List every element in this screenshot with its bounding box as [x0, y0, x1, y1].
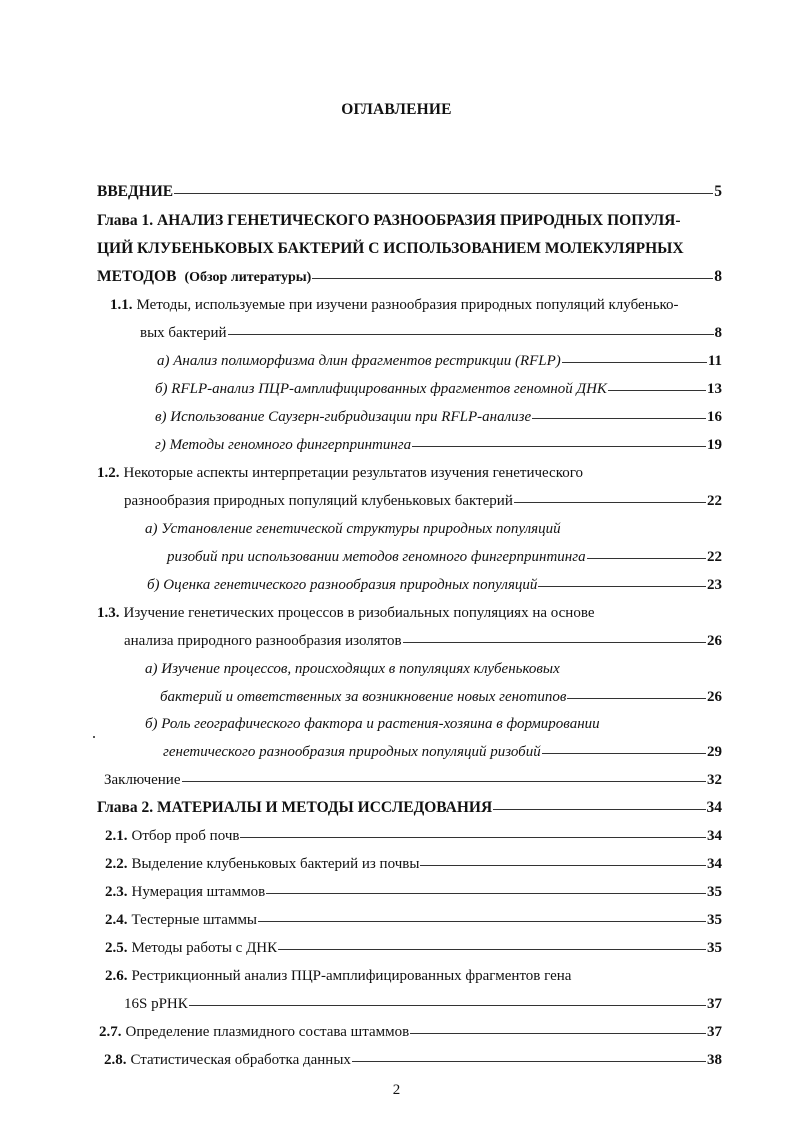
leader-line [189, 1005, 706, 1006]
entry-label: а) Изучение процессов, происходящих в популяциях клубеньковых [145, 661, 560, 677]
page-ref: 34 [707, 828, 722, 844]
entry-label: Глава 1. АНАЛИЗ ГЕНЕТИЧЕСКОГО РАЗНООБРАЗИЯ ПРИРОДНЫХ ПОПУЛЯ- [97, 212, 681, 229]
toc-entry-1-1-line1[interactable] [110, 296, 679, 314]
page-ref: 11 [707, 353, 722, 369]
leader-line [514, 502, 706, 503]
page-ref: 34 [706, 799, 722, 816]
entry-label: б) Оценка генетического разнообразия природных популяций [147, 577, 538, 593]
toc-entry-2-7[interactable] [99, 1023, 722, 1041]
entry-label: бактерий и ответственных за возникновение новых генотипов [160, 689, 567, 705]
entry-label: б) RFLP-анализ ПЦР-амплифицированных фрагментов геномной ДНК [155, 381, 607, 397]
page-ref: 38 [707, 1052, 722, 1068]
toc-entry-chapter1-line2[interactable] [97, 240, 684, 258]
entry-label: Методы работы с ДНК [131, 940, 278, 956]
page-number: 2 [392, 1082, 401, 1098]
entry-label: Отбор проб почв [131, 828, 240, 844]
page-ref: 34 [707, 856, 722, 872]
section-number: 2.1. [105, 828, 128, 844]
entry-label: генетического разнообразия природных популяций ризобий [163, 744, 541, 760]
section-number: 1.1. [110, 297, 133, 313]
page-ref: 35 [707, 884, 722, 900]
toc-entry-1-3-line1[interactable] [97, 604, 594, 622]
leader-line [412, 446, 706, 447]
page-ref: 32 [707, 772, 722, 788]
leader-line [532, 418, 706, 419]
page-ref: 22 [707, 549, 722, 565]
entry-label: ризобий при использовании методов геномного фингерпринтинга [167, 549, 586, 565]
toc-entry-intro[interactable] [97, 183, 722, 201]
toc-entry-1-1-b[interactable] [155, 380, 722, 398]
toc-entry-1-3-b-line2[interactable] [163, 743, 722, 761]
entry-label: Рестрикционный анализ ПЦР-амплифицированных фрагментов гена [131, 968, 572, 984]
leader-line [312, 278, 713, 279]
entry-label: анализа природного разнообразия изолятов [124, 633, 402, 649]
entry-label: б) Роль географического фактора и растения-хозяина в формировании [145, 716, 600, 732]
section-number: 2.4. [105, 912, 128, 928]
leader-line [228, 334, 714, 335]
entry-label: в) Использование Саузерн-гибридизации при RFLP-анализе [155, 409, 532, 425]
toc-entry-chapter2[interactable] [97, 799, 722, 817]
toc-entry-1-1-line2[interactable] [140, 324, 722, 342]
entry-label: 16S рРНК [124, 996, 188, 1012]
toc-entry-2-4[interactable] [105, 911, 722, 929]
leader-line [403, 642, 706, 643]
page-ref: 35 [707, 912, 722, 928]
section-number: 2.6. [105, 968, 128, 984]
toc-entry-1-1-d[interactable] [155, 436, 722, 454]
page-ref: 26 [707, 633, 722, 649]
toc-entry-1-3-b-line1[interactable] [145, 715, 600, 733]
toc-entry-1-1-a[interactable] [157, 352, 722, 370]
leader-line [608, 390, 706, 391]
page-ref: 8 [714, 268, 722, 285]
toc-entry-chapter1-line3[interactable] [97, 268, 722, 287]
leader-line [266, 893, 706, 894]
toc-entry-1-2-a-line2[interactable] [167, 548, 722, 566]
section-number: 2.2. [105, 856, 128, 872]
toc-entry-2-6-line2[interactable] [124, 995, 722, 1013]
entry-label: Выделение клубеньковых бактерий из почвы [131, 856, 420, 872]
leader-line [493, 809, 705, 810]
toc-entry-2-1[interactable] [105, 827, 722, 845]
toc-entry-1-2-a-line1[interactable] [145, 520, 561, 538]
page-ref: 29 [707, 744, 722, 760]
leader-line [240, 837, 706, 838]
entry-label: Определение плазмидного состава штаммов [125, 1024, 410, 1040]
section-number: 2.7. [99, 1024, 122, 1040]
toc-entry-1-1-c[interactable] [155, 408, 722, 426]
entry-label: вых бактерий [140, 325, 227, 341]
entry-label: Заключение [104, 772, 181, 788]
toc-entry-1-3-line2[interactable] [124, 632, 722, 650]
section-number: 2.8. [104, 1052, 127, 1068]
entry-label: МЕТОДОВ [97, 268, 177, 285]
toc-entry-1-2-line1[interactable] [97, 464, 583, 482]
leader-line [542, 753, 706, 754]
page-ref: 8 [714, 325, 722, 341]
leader-line [182, 781, 707, 782]
page-ref: 13 [707, 381, 722, 397]
leader-line [174, 193, 713, 194]
entry-label: Методы, используемые при изучени разнообразия природных популяций клубенько- [136, 297, 679, 313]
toc-entry-1-3-a-line2[interactable] [160, 688, 722, 706]
page-ref: 26 [707, 689, 722, 705]
toc-entry-1-2-line2[interactable] [124, 492, 722, 510]
leader-line [410, 1033, 706, 1034]
page-ref: 37 [707, 996, 722, 1012]
entry-label: г) Методы геномного фингерпринтинга [155, 437, 412, 453]
page-ref: 23 [707, 577, 722, 593]
entry-label: Тестерные штаммы [131, 912, 258, 928]
entry-label: ЦИЙ КЛУБЕНЬКОВЫХ БАКТЕРИЙ С ИСПОЛЬЗОВАНИЕМ МОЛЕКУЛЯРНЫХ [97, 240, 684, 257]
entry-label: Глава 2. МАТЕРИАЛЫ И МЕТОДЫ ИССЛЕДОВАНИЯ [97, 799, 493, 816]
toc-entry-conclusion[interactable] [104, 771, 722, 789]
section-number: 1.3. [97, 605, 120, 621]
toc-title: ОГЛАВЛЕНИЕ [341, 101, 452, 118]
toc-entry-2-8[interactable] [104, 1051, 722, 1069]
toc-entry-1-3-a-line1[interactable] [145, 660, 560, 678]
leader-line [562, 362, 707, 363]
leader-line [567, 698, 706, 699]
leader-line [258, 921, 706, 922]
scan-speck [93, 736, 95, 738]
entry-label: а) Установление генетической структуры природных популяций [145, 521, 561, 537]
toc-entry-2-3[interactable] [105, 883, 722, 901]
leader-line [420, 865, 706, 866]
toc-entry-chapter1-line1[interactable] [97, 212, 681, 230]
toc-entry-2-2[interactable] [105, 855, 722, 873]
entry-label: Нумерация штаммов [131, 884, 266, 900]
entry-label: Статистическая обработка данных [130, 1052, 351, 1068]
section-number: 2.3. [105, 884, 128, 900]
leader-line [278, 949, 706, 950]
page-ref: 5 [714, 183, 722, 200]
leader-line [352, 1061, 706, 1062]
leader-line [587, 558, 706, 559]
section-number: 1.2. [97, 465, 120, 481]
page-ref: 22 [707, 493, 722, 509]
entry-label: разнообразия природных популяций клубеньковых бактерий [124, 493, 513, 509]
page-ref: 16 [707, 409, 722, 425]
entry-label: а) Анализ полиморфизма длин фрагментов рестрикции (RFLP) [157, 353, 561, 369]
section-number: 2.5. [105, 940, 128, 956]
leader-line [538, 586, 706, 587]
entry-sublabel: (Обзор литературы) [184, 270, 312, 285]
toc-entry-2-6-line1[interactable] [105, 967, 571, 985]
entry-label: Изучение генетических процессов в ризобиальных популяциях на основе [123, 605, 595, 621]
page-ref: 35 [707, 940, 722, 956]
toc-entry-1-2-b[interactable] [147, 576, 722, 594]
toc-entry-2-5[interactable] [105, 939, 722, 957]
entry-label: Некоторые аспекты интерпретации результатов изучения генетического [123, 465, 584, 481]
page-ref: 19 [707, 437, 722, 453]
page-ref: 37 [707, 1024, 722, 1040]
entry-label: ВВЕДНИЕ [97, 183, 174, 200]
